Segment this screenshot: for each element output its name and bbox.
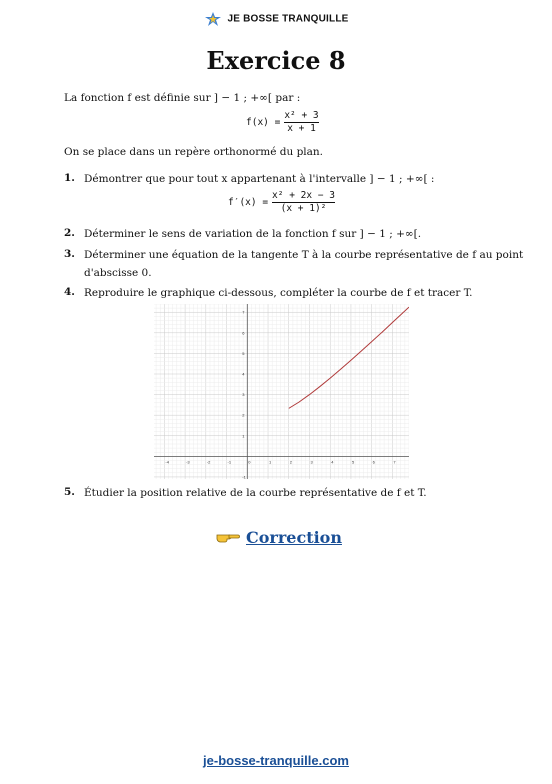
y-tick-label: 6 <box>242 330 245 336</box>
footer-url[interactable]: je-bosse-tranquille.com <box>203 753 349 768</box>
derivative-denominator: (x + 1)² <box>280 203 327 214</box>
x-tick-label: -2 <box>206 459 211 465</box>
x-tick-label: -1 <box>227 459 232 465</box>
intro-line-2: On se place dans un repère orthonormé du plan. <box>64 146 324 158</box>
f-lhs: f(x) = <box>246 117 281 128</box>
question-text: Démontrer que pour tout x appartenant à l'intervalle ] − 1 ; +∞[ : <box>84 173 435 185</box>
correction-link[interactable] <box>216 528 342 549</box>
f-numerator: x² + 3 <box>284 110 319 121</box>
f-denominator: x + 1 <box>287 123 316 134</box>
derivative-numerator: x² + 2x − 3 <box>272 190 335 201</box>
intro-line-1: La fonction f est définie sur ] − 1 ; +∞[ par : <box>64 92 301 104</box>
question-number: 3. <box>64 248 75 260</box>
x-tick-label: 2 <box>289 459 292 465</box>
x-tick-label: 6 <box>372 459 375 465</box>
x-tick-label: 1 <box>269 459 272 465</box>
question-number: 1. <box>64 172 75 184</box>
pointing-hand-icon <box>216 529 240 549</box>
question-text: Déterminer une équation de la tangente T à la courbe représentative de f au point <box>84 249 524 261</box>
derivative-fraction <box>272 190 335 215</box>
footer-link[interactable] <box>0 753 552 768</box>
x-tick-label: 0 <box>248 459 251 465</box>
question-number: 2. <box>64 227 75 239</box>
f-fraction <box>284 110 318 135</box>
y-tick-label: 2 <box>242 412 245 418</box>
y-tick-label: 1 <box>242 433 245 439</box>
brand-text: JE BOSSE TRANQUILLE <box>227 13 349 25</box>
y-tick-label: -1 <box>242 474 246 479</box>
x-tick-label: -4 <box>165 459 169 465</box>
x-tick-label: 5 <box>351 459 355 465</box>
function-definition <box>246 110 319 135</box>
question-text: Reproduire le graphique ci-dessous, compléter la courbe de f et tracer T. <box>84 287 473 299</box>
y-tick-label: 7 <box>242 309 245 315</box>
question-text: Étudier la position relative de la courbe représentative de f et T. <box>84 487 427 499</box>
question-number: 5. <box>64 486 75 498</box>
star-logo-icon <box>203 12 223 26</box>
derivative-lhs: f′(x) = <box>228 197 269 208</box>
site-brand <box>0 12 552 26</box>
y-tick-label: 4 <box>242 371 245 377</box>
question-text: Déterminer le sens de variation de la fonction f sur ] − 1 ; +∞[. <box>84 228 422 240</box>
page-title: Exercice 8 <box>206 46 346 75</box>
y-tick-label: 5 <box>242 350 245 356</box>
x-tick-label: -3 <box>186 459 190 465</box>
x-tick-label: 4 <box>331 459 334 465</box>
function-graph <box>154 304 409 479</box>
x-tick-label: 3 <box>310 459 313 465</box>
question-text-continued: d'abscisse 0. <box>84 267 152 279</box>
x-tick-label: 7 <box>393 459 396 465</box>
question-number: 4. <box>64 286 75 298</box>
correction-link-text[interactable]: Correction <box>246 528 342 547</box>
y-tick-label: 3 <box>242 392 245 398</box>
derivative-formula <box>228 190 335 215</box>
